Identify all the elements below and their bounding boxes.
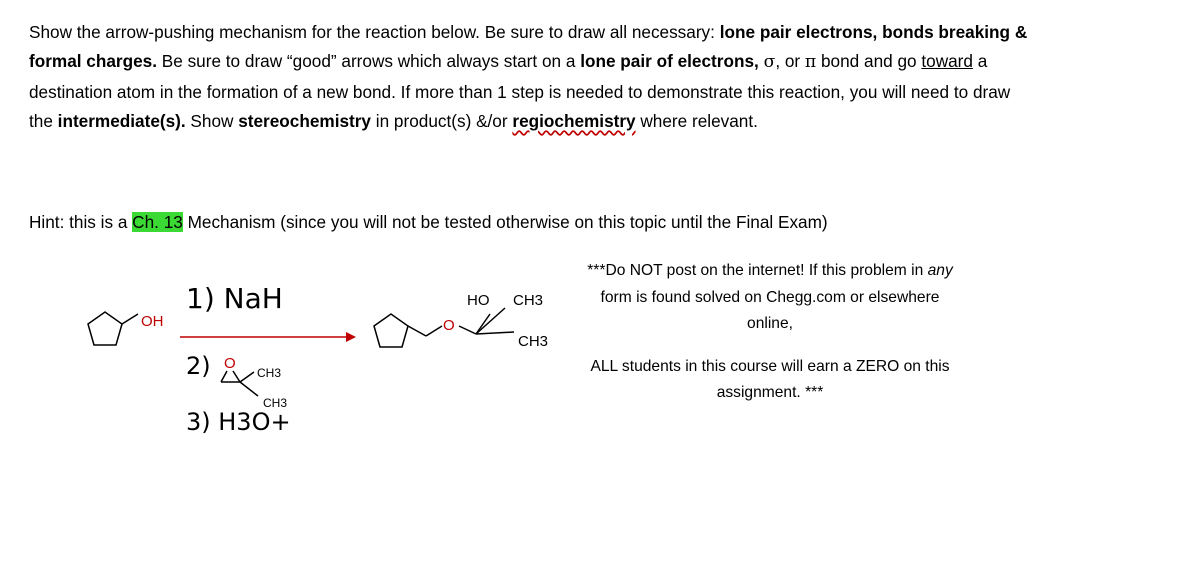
product-cyclopentane-ring: [374, 314, 408, 347]
reagent-2-oxygen: O: [224, 355, 236, 372]
instructions-text-1: Show the arrow-pushing mechanism for the reaction below. Be sure to draw all necessary:: [29, 22, 720, 42]
hint-prefix: Hint: this is a: [29, 212, 133, 232]
instructions-bold-3: intermediate(s).: [57, 110, 186, 131]
reagent-2-methyl-b: CH3: [263, 396, 288, 410]
instructions-text-7: in product(s) &/or: [371, 110, 513, 131]
instructions-text-5: a destination atom in the formation of a new bond. If more than 1 step is needed to demonstrate this reaction, you will need to draw the: [29, 51, 1011, 131]
instructions-text-8: where relevant.: [635, 110, 758, 131]
reactant-bond: [122, 314, 138, 324]
instructions-text-4: bond and go: [816, 51, 922, 72]
epoxide-structure: [221, 371, 258, 396]
warning-paragraph-2: ALL students in this course will earn a ZERO on this assignment. ***: [590, 357, 950, 401]
instructions-bold-5: regiochemistry: [512, 110, 636, 131]
warning-emphasis: any: [927, 262, 953, 279]
instructions-text-6: Show: [185, 110, 239, 131]
reagent-1: 1) NaH: [186, 282, 283, 315]
instructions-paragraph: [29, 18, 1029, 136]
product-ether-oxygen: O: [443, 317, 455, 334]
warning-text-1: ***Do NOT post on the internet! If this problem in: [587, 262, 928, 279]
instructions-text-2: Be sure to draw “good” arrows which always start on a: [157, 51, 581, 72]
reactant-structure: [88, 312, 138, 345]
reactant-cyclopentane-ring: [88, 312, 122, 345]
product-ho-label: HO: [467, 292, 490, 309]
instructions-text-3: , or: [775, 51, 805, 72]
pi-symbol: π: [804, 52, 817, 73]
reactant-oh-label: OH: [141, 313, 164, 330]
instructions-bold-4: stereochemistry: [238, 110, 371, 131]
hint-line: [29, 209, 828, 235]
hint-highlight: Ch. 13: [132, 212, 183, 232]
hint-suffix: Mechanism (since you will not be tested otherwise on this topic until the Final Exam): [182, 212, 828, 232]
instructions-bold-1: lone pair electrons, bonds breaking & formal charges.: [29, 22, 1028, 72]
reagent-2-number: 2): [186, 352, 211, 380]
instructions-bold-2: lone pair of electrons,: [580, 51, 759, 72]
sigma-symbol: σ: [763, 52, 776, 73]
warning-text-1b: form is found solved on Chegg.com or elsewhere online,: [600, 288, 940, 332]
product-methyl-a: CH3: [513, 292, 544, 309]
reagent-2-methyl-a: CH3: [257, 366, 282, 380]
reaction-scheme: [0, 250, 580, 450]
reaction-arrow-head: [346, 332, 356, 342]
warning-notice: [578, 258, 962, 407]
toward-underlined: toward: [921, 51, 973, 72]
warning-paragraph-1: [578, 258, 962, 338]
product-methyl-b: CH3: [518, 333, 549, 350]
reagent-3: 3) H3O+: [186, 408, 291, 436]
